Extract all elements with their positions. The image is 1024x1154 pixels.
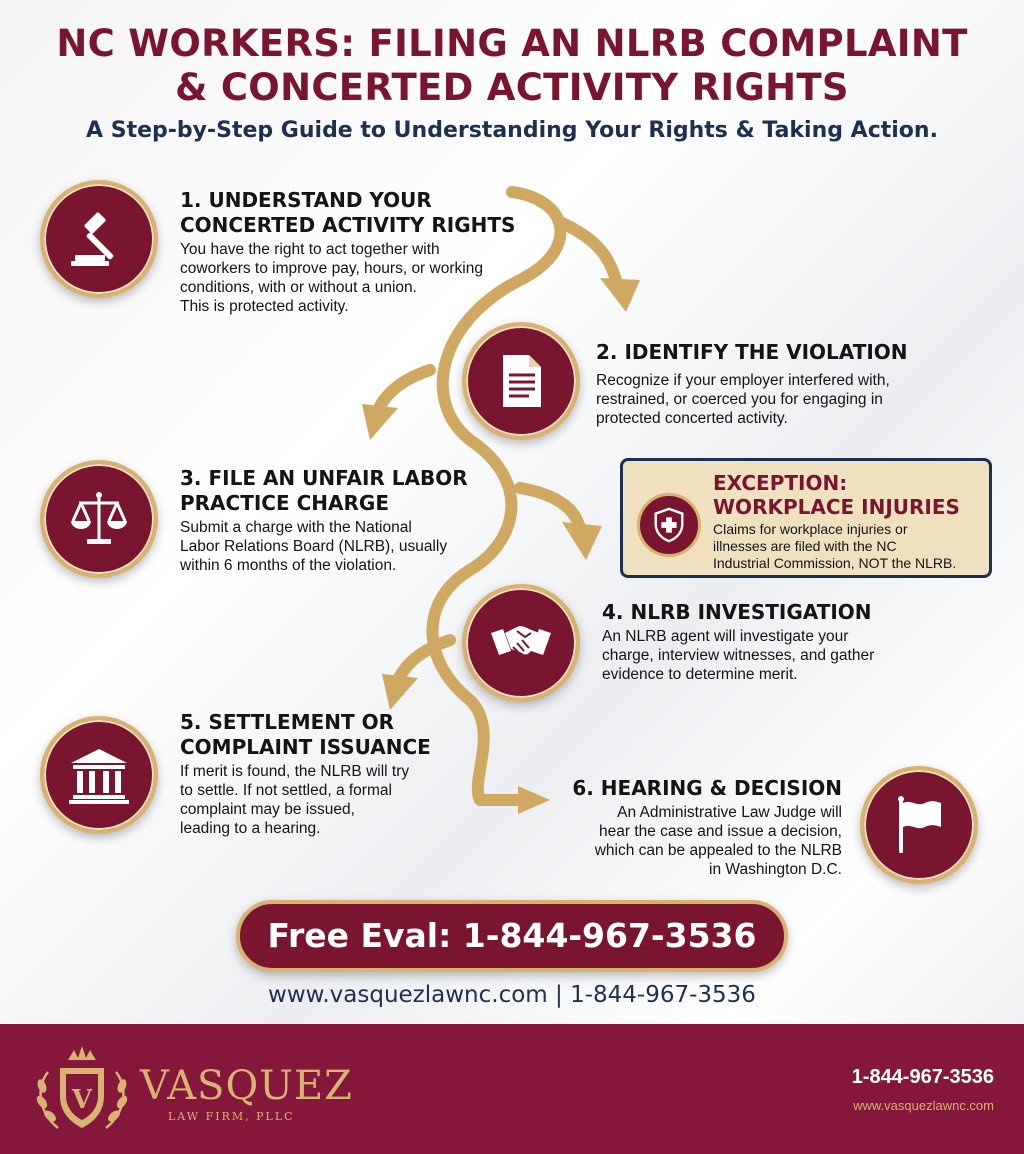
step-2 [596,340,996,428]
footer-phone-link[interactable]: 1-844-967-3536 [851,1066,994,1088]
step-2-line: protected concerted activity. [596,410,788,427]
flag-icon [887,793,951,857]
courthouse-icon [67,743,131,807]
handshake-icon-circle [462,584,580,702]
footer-website-link[interactable]: www.vasquezlawnc.com [853,1098,994,1113]
firm-logo-emblem [28,1042,136,1142]
medical-shield-icon-circle [637,493,701,557]
step-3-title-line-1: 3. FILE AN UNFAIR LABOR [180,466,468,490]
step-5 [180,710,480,838]
step-3-title [180,466,520,516]
step-1 [180,188,560,316]
step-2-title: 2. IDENTIFY THE VIOLATION [596,340,908,364]
flag-icon-circle [860,766,978,884]
footer [0,1024,1024,1154]
step-2-description [596,371,996,428]
free-eval-button[interactable]: Free Eval: 1-844-967-3536 [236,900,788,972]
step-5-line: If merit is found, the NLRB will try [180,763,410,780]
step-6-line: An Administrative Law Judge will [617,804,842,821]
step-4-line: evidence to determine merit. [602,666,798,683]
step-3-line: Labor Relations Board (NLRB), usually [180,538,448,555]
document-icon-circle [462,322,580,440]
medical-shield-icon [650,506,688,544]
step-1-title [180,188,560,238]
step-5-title-line-2: COMPLAINT ISSUANCE [180,735,431,759]
exception-box [620,458,992,578]
step-6-description [550,803,842,879]
courthouse-icon-circle [40,716,158,834]
step-3-line: Submit a charge with the National [180,519,412,536]
exception-title-line-1: EXCEPTION: [713,471,848,495]
step-5-title [180,710,480,760]
step-5-line: complaint may be issued, [180,801,355,818]
step-2-line: restrained, or coerced you for engaging in [596,391,883,408]
step-1-line: This is protected activity. [180,298,349,315]
step-3-title-line-2: PRACTICE CHARGE [180,491,389,515]
step-1-title-line-1: 1. UNDERSTAND YOUR [180,188,432,212]
svg-text:V: V [71,1085,93,1115]
step-6-line: in Washington D.C. [709,861,842,878]
scales-icon-circle [40,460,158,578]
step-3-description [180,518,520,575]
step-4-line: charge, interview witnesses, and gather [602,647,875,664]
gavel-icon-circle [40,180,158,298]
exception-title-line-2: WORKPLACE INJURIES [713,495,960,519]
firm-name: VASQUEZ [140,1063,353,1109]
exception-description [713,521,991,572]
document-icon [489,349,553,413]
step-6 [550,776,842,879]
step-4 [602,600,982,684]
step-1-description [180,240,560,316]
step-4-description [602,627,982,684]
exception-line: illnesses are filed with the NC [713,538,897,554]
step-4-title: 4. NLRB INVESTIGATION [602,600,872,624]
step-1-line: conditions, with or without a union. [180,279,417,296]
step-6-title: 6. HEARING & DECISION [572,776,842,800]
exception-line: Claims for workplace injuries or [713,521,908,537]
firm-subtitle: LAW FIRM, PLLC [168,1110,295,1123]
exception-title [713,471,983,519]
step-6-line: which can be appealed to the NLRB [594,842,842,859]
handshake-icon [489,611,553,675]
page-subtitle: A Step-by-Step Guide to Understanding Your Rights & Taking Action. [86,118,938,143]
scales-icon [67,487,131,551]
step-5-line: leading to a hearing. [180,820,321,837]
step-4-line: An NLRB agent will investigate your [602,628,849,645]
step-1-title-line-2: CONCERTED ACTIVITY RIGHTS [180,213,516,237]
step-1-line: You have the right to act together with [180,241,440,258]
step-1-line: coworkers to improve pay, hours, or working [180,260,483,277]
title-line-1: NC WORKERS: FILING AN NLRB COMPLAINT [56,22,968,65]
step-3-line: within 6 months of the violation. [180,557,397,574]
step-3 [180,466,520,575]
contact-line[interactable]: www.vasquezlawnc.com | 1-844-967-3536 [268,982,756,1008]
step-2-line: Recognize if your employer interfered with, [596,372,890,389]
step-5-description [180,762,480,838]
exception-line: Industrial Commission, NOT the NLRB. [713,555,957,571]
title-line-2: & CONCERTED ACTIVITY RIGHTS [175,66,849,109]
step-5-line: to settle. If not settled, a formal [180,782,392,799]
step-6-line: hear the case and issue a decision, [599,823,842,840]
step-5-title-line-1: 5. SETTLEMENT OR [180,710,395,734]
gavel-icon [67,207,131,271]
